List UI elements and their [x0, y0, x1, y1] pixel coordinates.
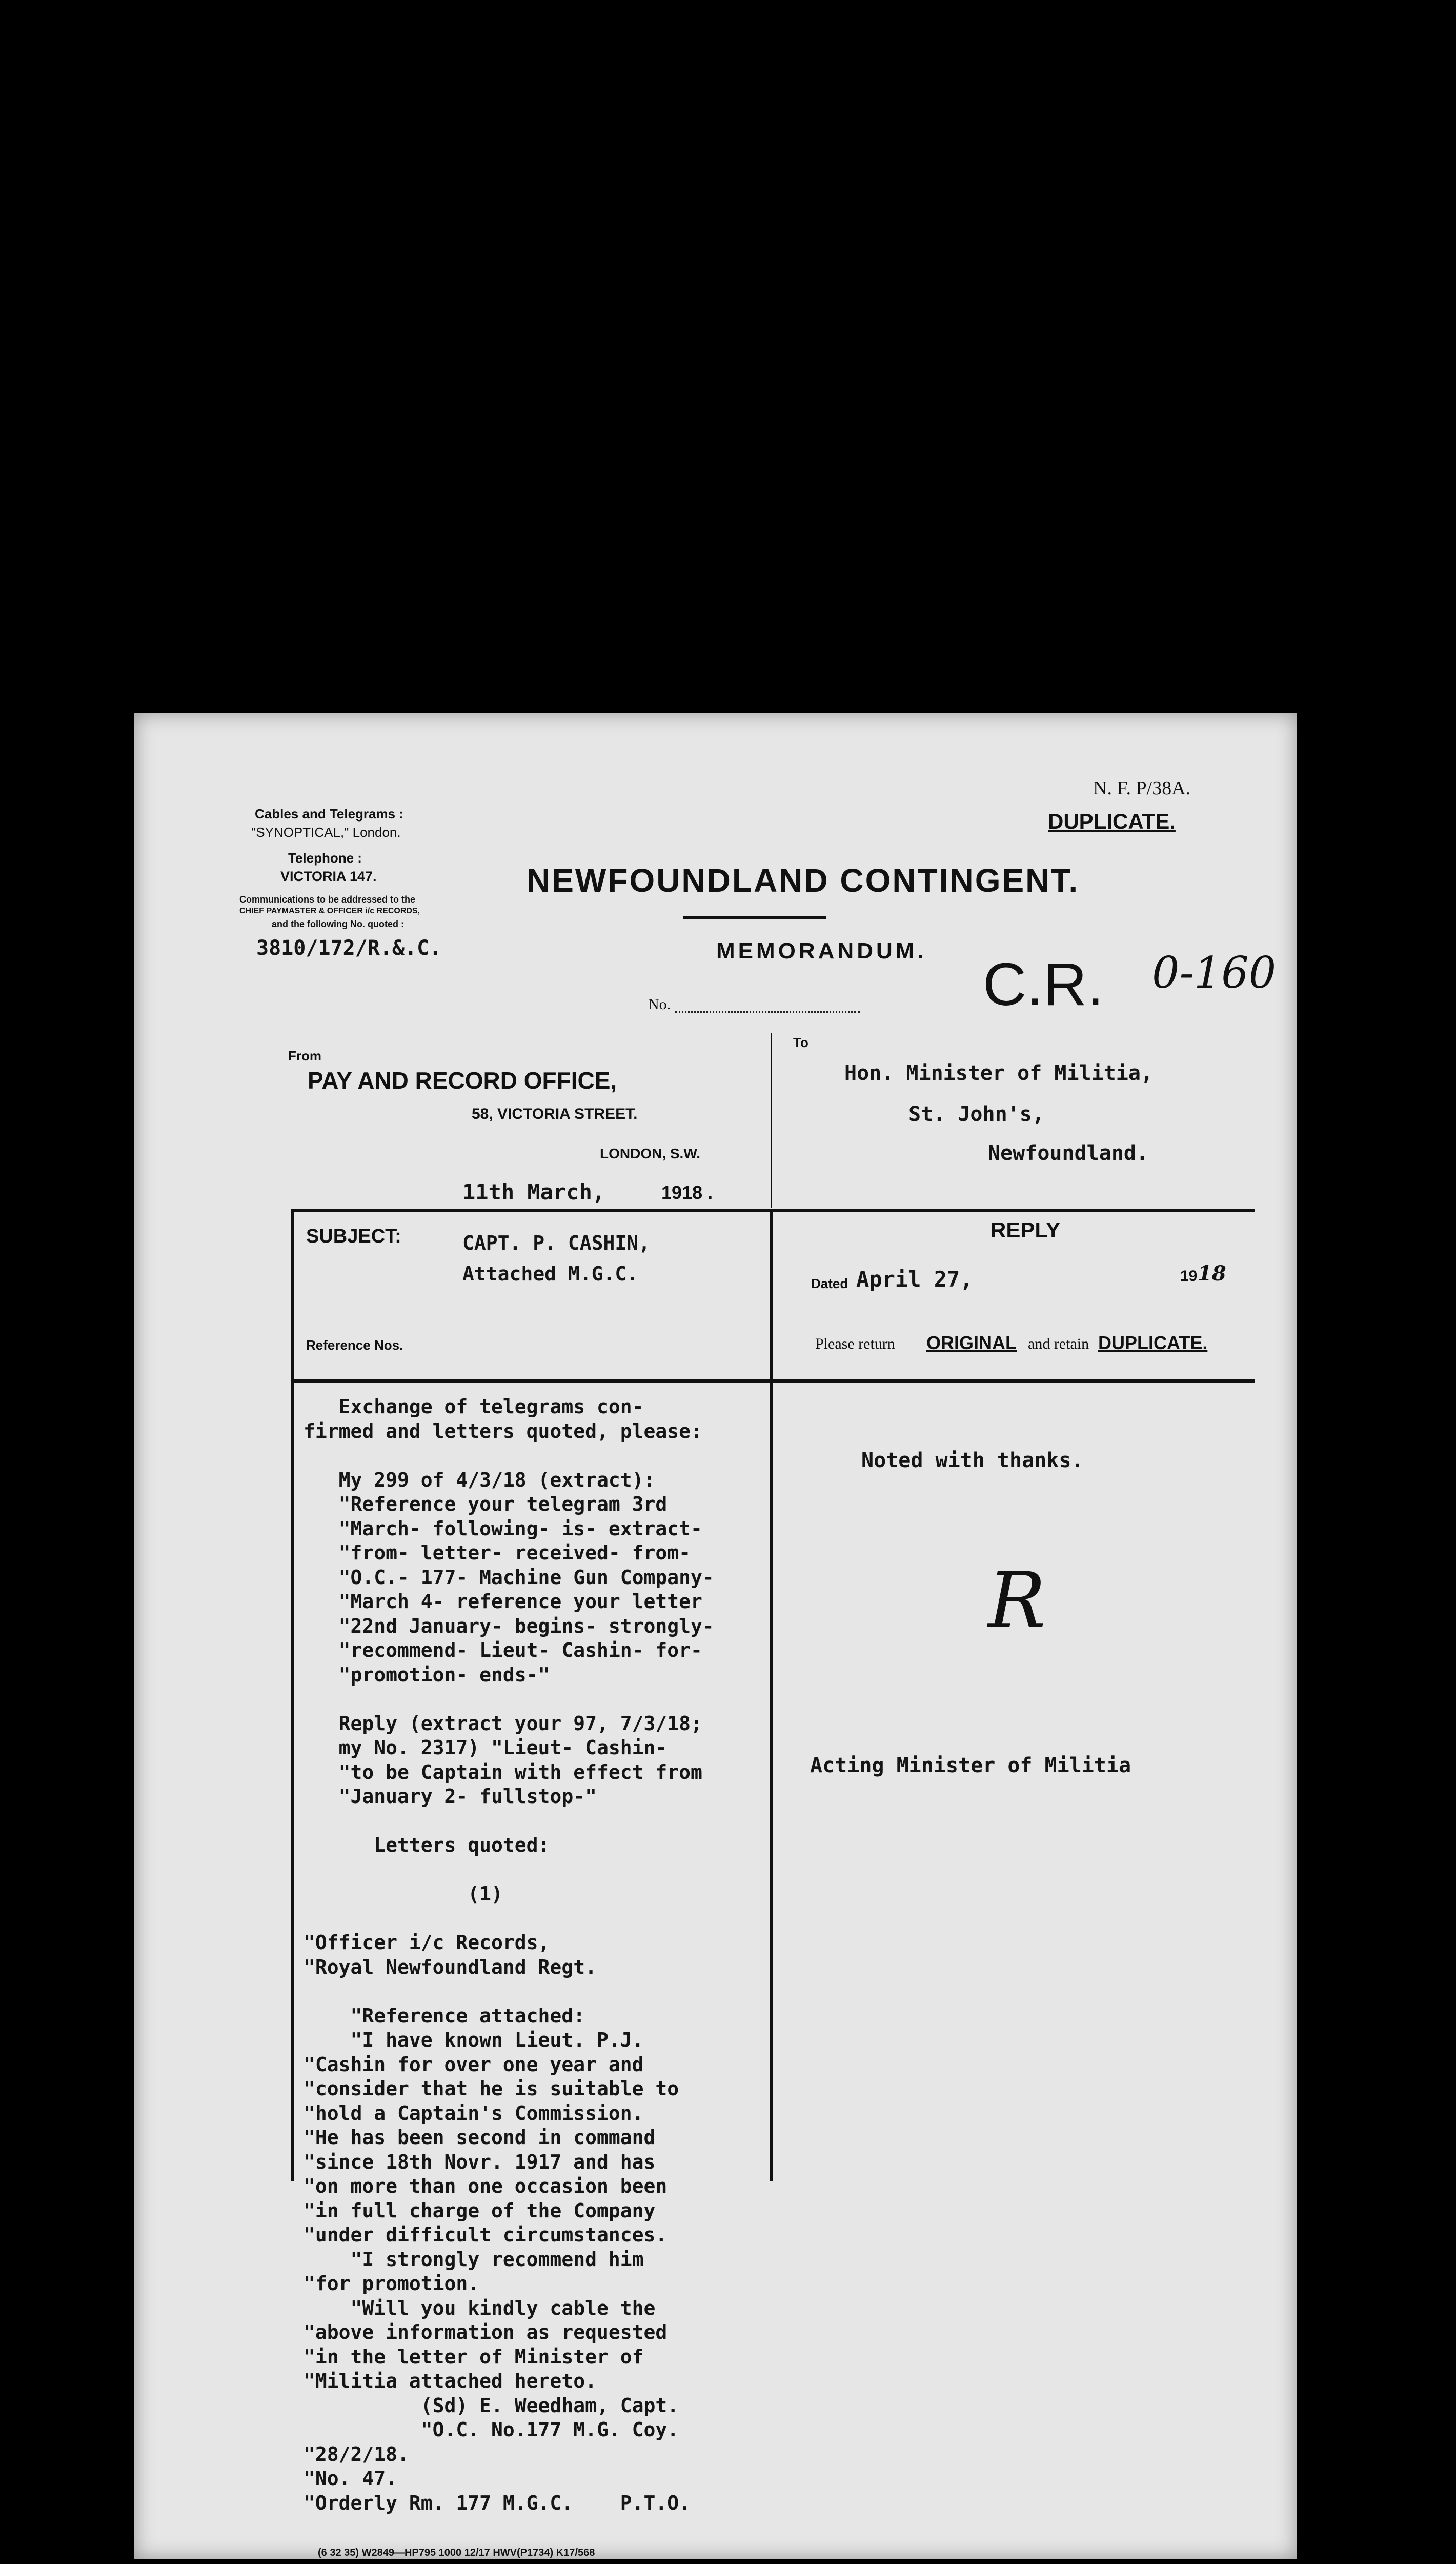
cr-stamp: C.R. [983, 951, 1104, 1018]
address-instruction-3: and the following No. quoted : [272, 919, 404, 929]
body-line: "O.C. No.177 M.G. Coy. [304, 2418, 679, 2441]
body-line [304, 1687, 765, 1712]
original-label: ORIGINAL [926, 1332, 1017, 1353]
memorandum-heading: MEMORANDUM. [716, 938, 927, 964]
reply-year: 19 [1180, 1268, 1198, 1285]
body-line: "Militia attached hereto. [304, 2370, 597, 2392]
duplicate-label: DUPLICATE. [1098, 1332, 1208, 1353]
body-line: "Reference your telegram 3rd [304, 1493, 668, 1515]
from-year: 1918 . [661, 1182, 713, 1203]
form-number: N. F. P/38A. [1093, 777, 1191, 799]
body-line: "for promotion. [304, 2272, 480, 2295]
body-line: Exchange of telegrams con- [304, 1395, 644, 1418]
body-line: "Will you kindly cable the [304, 2296, 656, 2319]
body-line: "in full charge of the Company [304, 2199, 656, 2222]
body-line: "Royal Newfoundland Regt. [304, 1955, 597, 1978]
to-line-3: Newfoundland. [988, 1141, 1149, 1165]
body-line: "Orderly Rm. 177 M.G.C. P.T.O. [304, 2491, 691, 2514]
body-line: "on more than one occasion been [304, 2175, 668, 2197]
number-label: No. [648, 996, 671, 1013]
body-line [304, 1858, 765, 1882]
body-line: My 299 of 4/3/18 (extract): [304, 1468, 656, 1491]
body-line: firmed and letters quoted, please: [304, 1419, 702, 1443]
body-line [304, 1907, 765, 1931]
title-rule [683, 916, 826, 919]
body-line: "March 4- reference your letter [304, 1590, 702, 1613]
duplicate-heading: DUPLICATE. [1048, 809, 1176, 833]
reply-year-handwritten: 18 [1198, 1261, 1226, 1286]
body-line: "No. 47. [304, 2467, 398, 2490]
reference-nos-label: Reference Nos. [306, 1337, 403, 1353]
return-instruction-mid: and retain [1028, 1335, 1089, 1352]
body-line [304, 1979, 765, 2004]
from-street: 58, VICTORIA STREET. [472, 1106, 638, 1123]
to-line-1: Hon. Minister of Militia, [844, 1061, 1154, 1085]
body-line: "in the letter of Minister of [304, 2345, 644, 2368]
return-instruction-pre: Please return [815, 1335, 895, 1352]
body-line: "I have known Lieut. P.J. [304, 2029, 644, 2051]
reference-number: 3810/172/R.&.C. [256, 936, 442, 960]
address-instruction-1: Communications to be addressed to the [239, 894, 416, 905]
handwritten-file-number: 0-160 [1152, 948, 1277, 998]
body-line: "Officer i/c Records, [304, 1931, 550, 1954]
subject-label: SUBJECT: [306, 1226, 401, 1247]
body-line [304, 1444, 765, 1468]
subject-left-rule [291, 1209, 294, 2181]
body-line: "22nd January- begins- strongly- [304, 1614, 714, 1637]
footer-print-code: (6 32 35) W2849—HP795 1000 12/17 HWV(P1734) K17/568 [318, 2547, 595, 2558]
from-city: LONDON, S.W. [600, 1146, 700, 1161]
document-title: NEWFOUNDLAND CONTINGENT. [527, 862, 1080, 899]
body-line [304, 1809, 765, 1834]
reply-initial: R [988, 1556, 1046, 1646]
body-line: "promotion- ends-" [304, 1663, 550, 1686]
body-line: Reply (extract your 97, 7/3/18; [304, 1712, 702, 1735]
body-line: "March- following- is- extract- [304, 1517, 702, 1540]
subject-bottom-rule [291, 1379, 1255, 1383]
memorandum-sheet [134, 713, 1297, 2559]
body-line: "recommend- Lieut- Cashin- for- [304, 1639, 702, 1661]
body-line: "O.C.- 177- Machine Gun Company- [304, 1566, 714, 1589]
to-label: To [793, 1035, 808, 1050]
body-line: "from- letter- received- from- [304, 1541, 691, 1564]
subject-divider [770, 1209, 773, 2181]
subject-top-rule [291, 1209, 1255, 1212]
body-line: "under difficult circumstances. [304, 2224, 668, 2246]
body-line: "He has been second in command [304, 2126, 656, 2149]
telephone-number: VICTORIA 147. [280, 869, 377, 884]
body-line: "to be Captain with effect from [304, 1760, 702, 1784]
center-divider-top [771, 1033, 772, 1208]
body-line: "Reference attached: [304, 2004, 585, 2027]
reply-signature: Acting Minister of Militia [810, 1754, 1131, 1777]
from-office: PAY AND RECORD OFFICE, [308, 1067, 617, 1094]
dated-label: Dated [811, 1276, 848, 1291]
cables-address: "SYNOPTICAL," London. [251, 825, 401, 840]
number-line [675, 1011, 860, 1013]
from-label: From [288, 1048, 321, 1064]
from-date: 11th March, [462, 1179, 605, 1205]
address-instruction-2: CHIEF PAYMASTER & OFFICER i/c RECORDS, [239, 907, 420, 915]
cables-label: Cables and Telegrams : [255, 806, 403, 822]
reply-label: REPLY [990, 1218, 1061, 1242]
body-line: (Sd) E. Weedham, Capt. [304, 2394, 679, 2417]
body-line: my No. 2317) "Lieut- Cashin- [304, 1736, 668, 1759]
body-line: "since 18th Novr. 1917 and has [304, 2150, 656, 2173]
body-line: "hold a Captain's Commission. [304, 2101, 644, 2125]
body-line: Letters quoted: [304, 1834, 550, 1856]
subject-line-1: CAPT. P. CASHIN, [462, 1232, 651, 1254]
memo-body [304, 1395, 765, 2515]
body-line: "consider that he is suitable to [304, 2077, 679, 2100]
telephone-label: Telephone : [288, 850, 362, 866]
reply-noted: Noted with thanks. [861, 1449, 1084, 1472]
body-line: "28/2/18. [304, 2442, 409, 2466]
body-line: "Cashin for over one year and [304, 2053, 644, 2076]
body-line: "above information as requested [304, 2321, 668, 2343]
dated-value: April 27, [856, 1267, 973, 1292]
body-line: (1) [304, 1882, 503, 1905]
body-line: "I strongly recommend him [304, 2248, 644, 2271]
subject-line-2: Attached M.G.C. [462, 1263, 639, 1285]
to-line-2: St. John's, [908, 1103, 1044, 1126]
body-line: "January 2- fullstop-" [304, 1785, 597, 1808]
